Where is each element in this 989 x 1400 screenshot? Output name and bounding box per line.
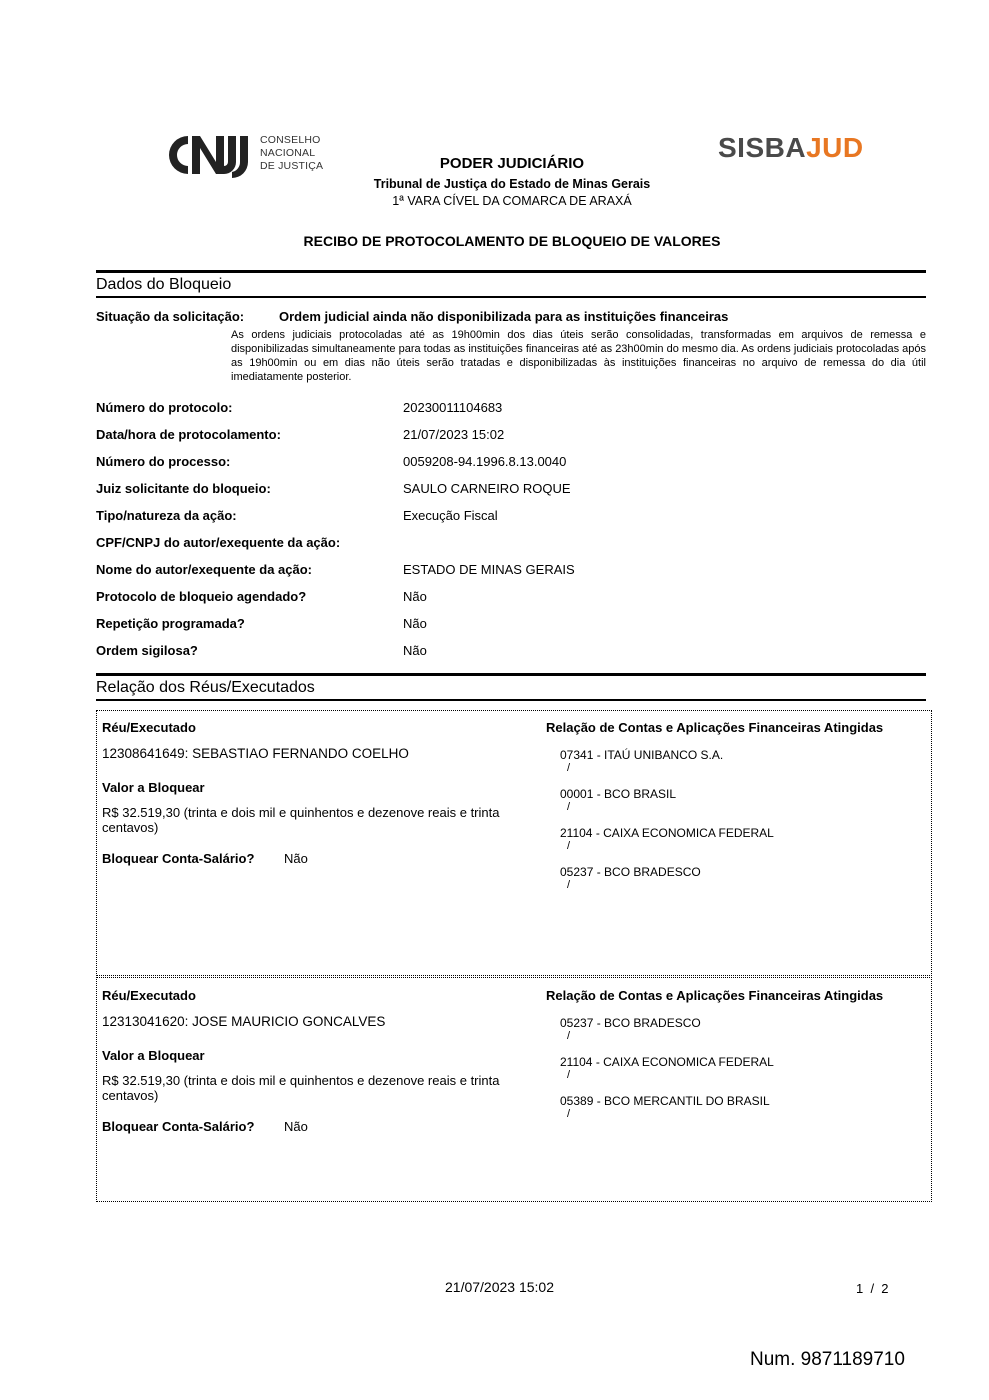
bank-slash: /: [567, 801, 571, 813]
bank-slash: /: [567, 762, 571, 774]
field-value: Não: [403, 616, 427, 631]
document-number: Num. 9871189710: [750, 1349, 905, 1370]
field-row: [96, 616, 926, 634]
bank-slash: /: [567, 1069, 571, 1081]
field-value: 20230011104683: [403, 400, 503, 415]
valor-label: Valor a Bloquear: [102, 1048, 205, 1063]
cnj-logo-line: NACIONAL: [260, 147, 316, 159]
field-label: Nome do autor/exequente da ação:: [96, 562, 312, 577]
valor-value: R$ 32.519,30 (trinta e dois mil e quinhentos e dezenove reais e trinta centavos): [102, 1073, 500, 1103]
contas-label: Relação de Contas e Aplicações Financeiras Atingidas: [546, 720, 884, 735]
field-row: [96, 481, 926, 499]
section-reus-title: Relação dos Réus/Executados: [96, 673, 926, 701]
document-title: RECIBO DE PROTOCOLAMENTO DE BLOQUEIO DE VALORES: [303, 233, 721, 249]
reu-label: Réu/Executado: [102, 988, 196, 1003]
valor-value: R$ 32.519,30 (trinta e dois mil e quinhentos e dezenove reais e trinta centavos): [102, 805, 500, 835]
conta-salario-label: Bloquear Conta-Salário?: [102, 851, 255, 866]
field-label: Número do protocolo:: [96, 400, 233, 415]
bank-slash: /: [567, 1108, 571, 1120]
field-label: Juiz solicitante do bloqueio:: [96, 481, 271, 496]
field-label: Protocolo de bloqueio agendado?: [96, 589, 307, 604]
bank-item: 21104 - CAIXA ECONOMICA FEDERAL: [560, 1055, 774, 1069]
bank-slash: /: [567, 1030, 571, 1042]
field-value: Não: [403, 589, 427, 604]
field-row: [96, 535, 926, 553]
bank-item: 07341 - ITAÚ UNIBANCO S.A.: [560, 748, 724, 762]
field-label: Repetição programada?: [96, 616, 245, 631]
field-label: Número do processo:: [96, 454, 231, 469]
contas-label: Relação de Contas e Aplicações Financeiras Atingidas: [546, 988, 884, 1003]
situacao-note: As ordens judiciais protocoladas até as 19h00min dos dias úteis serão consolidadas, transformadas em arquivos de remessa e disponibilizadas simultaneamente para todas as instituições financeiras até as 23h00min do mesmo dia. As ordens judiciais protocoladas após as 19h00min ou em dias não úteis serão tratadas e disponibilizadas às instituições financeiras no arquivo de remessa do dia útil imediatamente posterior.: [231, 329, 926, 383]
field-value: SAULO CARNEIRO ROQUE: [403, 481, 571, 496]
bank-item: 21104 - CAIXA ECONOMICA FEDERAL: [560, 826, 774, 840]
sisbajud-logo-part2: JUD: [806, 132, 864, 163]
bank-list: [560, 748, 774, 891]
situacao-label: Situação da solicitação:: [96, 309, 245, 324]
bank-item: 05389 - BCO MERCANTIL DO BRASIL: [560, 1094, 770, 1108]
header-vara: 1ª VARA CÍVEL DA COMARCA DE ARAXÁ: [392, 194, 632, 208]
field-value: Execução Fiscal: [403, 508, 498, 523]
field-label: Ordem sigilosa?: [96, 643, 198, 658]
field-value: 21/07/2023 15:02: [403, 427, 505, 442]
field-value: 0059208-94.1996.8.13.0040: [403, 454, 567, 469]
reu-name: 12313041620: JOSE MAURICIO GONCALVES: [102, 1014, 386, 1029]
bank-item: 05237 - BCO BRADESCO: [560, 865, 701, 879]
field-value: ESTADO DE MINAS GERAIS: [403, 562, 575, 577]
field-row: [96, 562, 926, 580]
footer-date: 21/07/2023 15:02: [445, 1279, 554, 1295]
field-row: [96, 643, 926, 661]
section-dados-title: Dados do Bloqueio: [96, 270, 926, 298]
conta-salario-value: Não: [284, 851, 308, 866]
sisbajud-logo-part1: SISBA: [718, 132, 807, 163]
valor-label: Valor a Bloquear: [102, 780, 205, 795]
cnj-logo-line: DE JUSTIÇA: [260, 160, 324, 172]
bank-list: [560, 1016, 774, 1120]
field-row: [96, 427, 926, 445]
conta-salario-value: Não: [284, 1119, 308, 1134]
reu-label: Réu/Executado: [102, 720, 196, 735]
field-value: Não: [403, 643, 427, 658]
reu-card: [96, 710, 932, 976]
header-poder: PODER JUDICIÁRIO: [439, 155, 585, 172]
situacao-value: Ordem judicial ainda não disponibilizada para as instituições financeiras: [279, 309, 729, 324]
reu-card: [96, 977, 932, 1202]
header-tribunal: Tribunal de Justiça do Estado de Minas Gerais: [373, 177, 651, 191]
field-label: CPF/CNPJ do autor/exequente da ação:: [96, 535, 341, 550]
field-row: [96, 400, 926, 418]
cnj-logo-line: CONSELHO: [260, 134, 321, 146]
bank-item: 00001 - BCO BRASIL: [560, 787, 677, 801]
reu-name: 12308641649: SEBASTIAO FERNANDO COELHO: [102, 746, 409, 761]
field-row: [96, 454, 926, 472]
field-label: Tipo/natureza da ação:: [96, 508, 237, 523]
bank-item: 05237 - BCO BRADESCO: [560, 1016, 701, 1030]
bank-slash: /: [567, 879, 571, 891]
footer-page-number: 1 / 2: [856, 1281, 889, 1296]
field-label: Data/hora de protocolamento:: [96, 427, 281, 442]
field-row: [96, 508, 926, 526]
conta-salario-label: Bloquear Conta-Salário?: [102, 1119, 255, 1134]
bank-slash: /: [567, 840, 571, 852]
field-row: [96, 589, 926, 607]
